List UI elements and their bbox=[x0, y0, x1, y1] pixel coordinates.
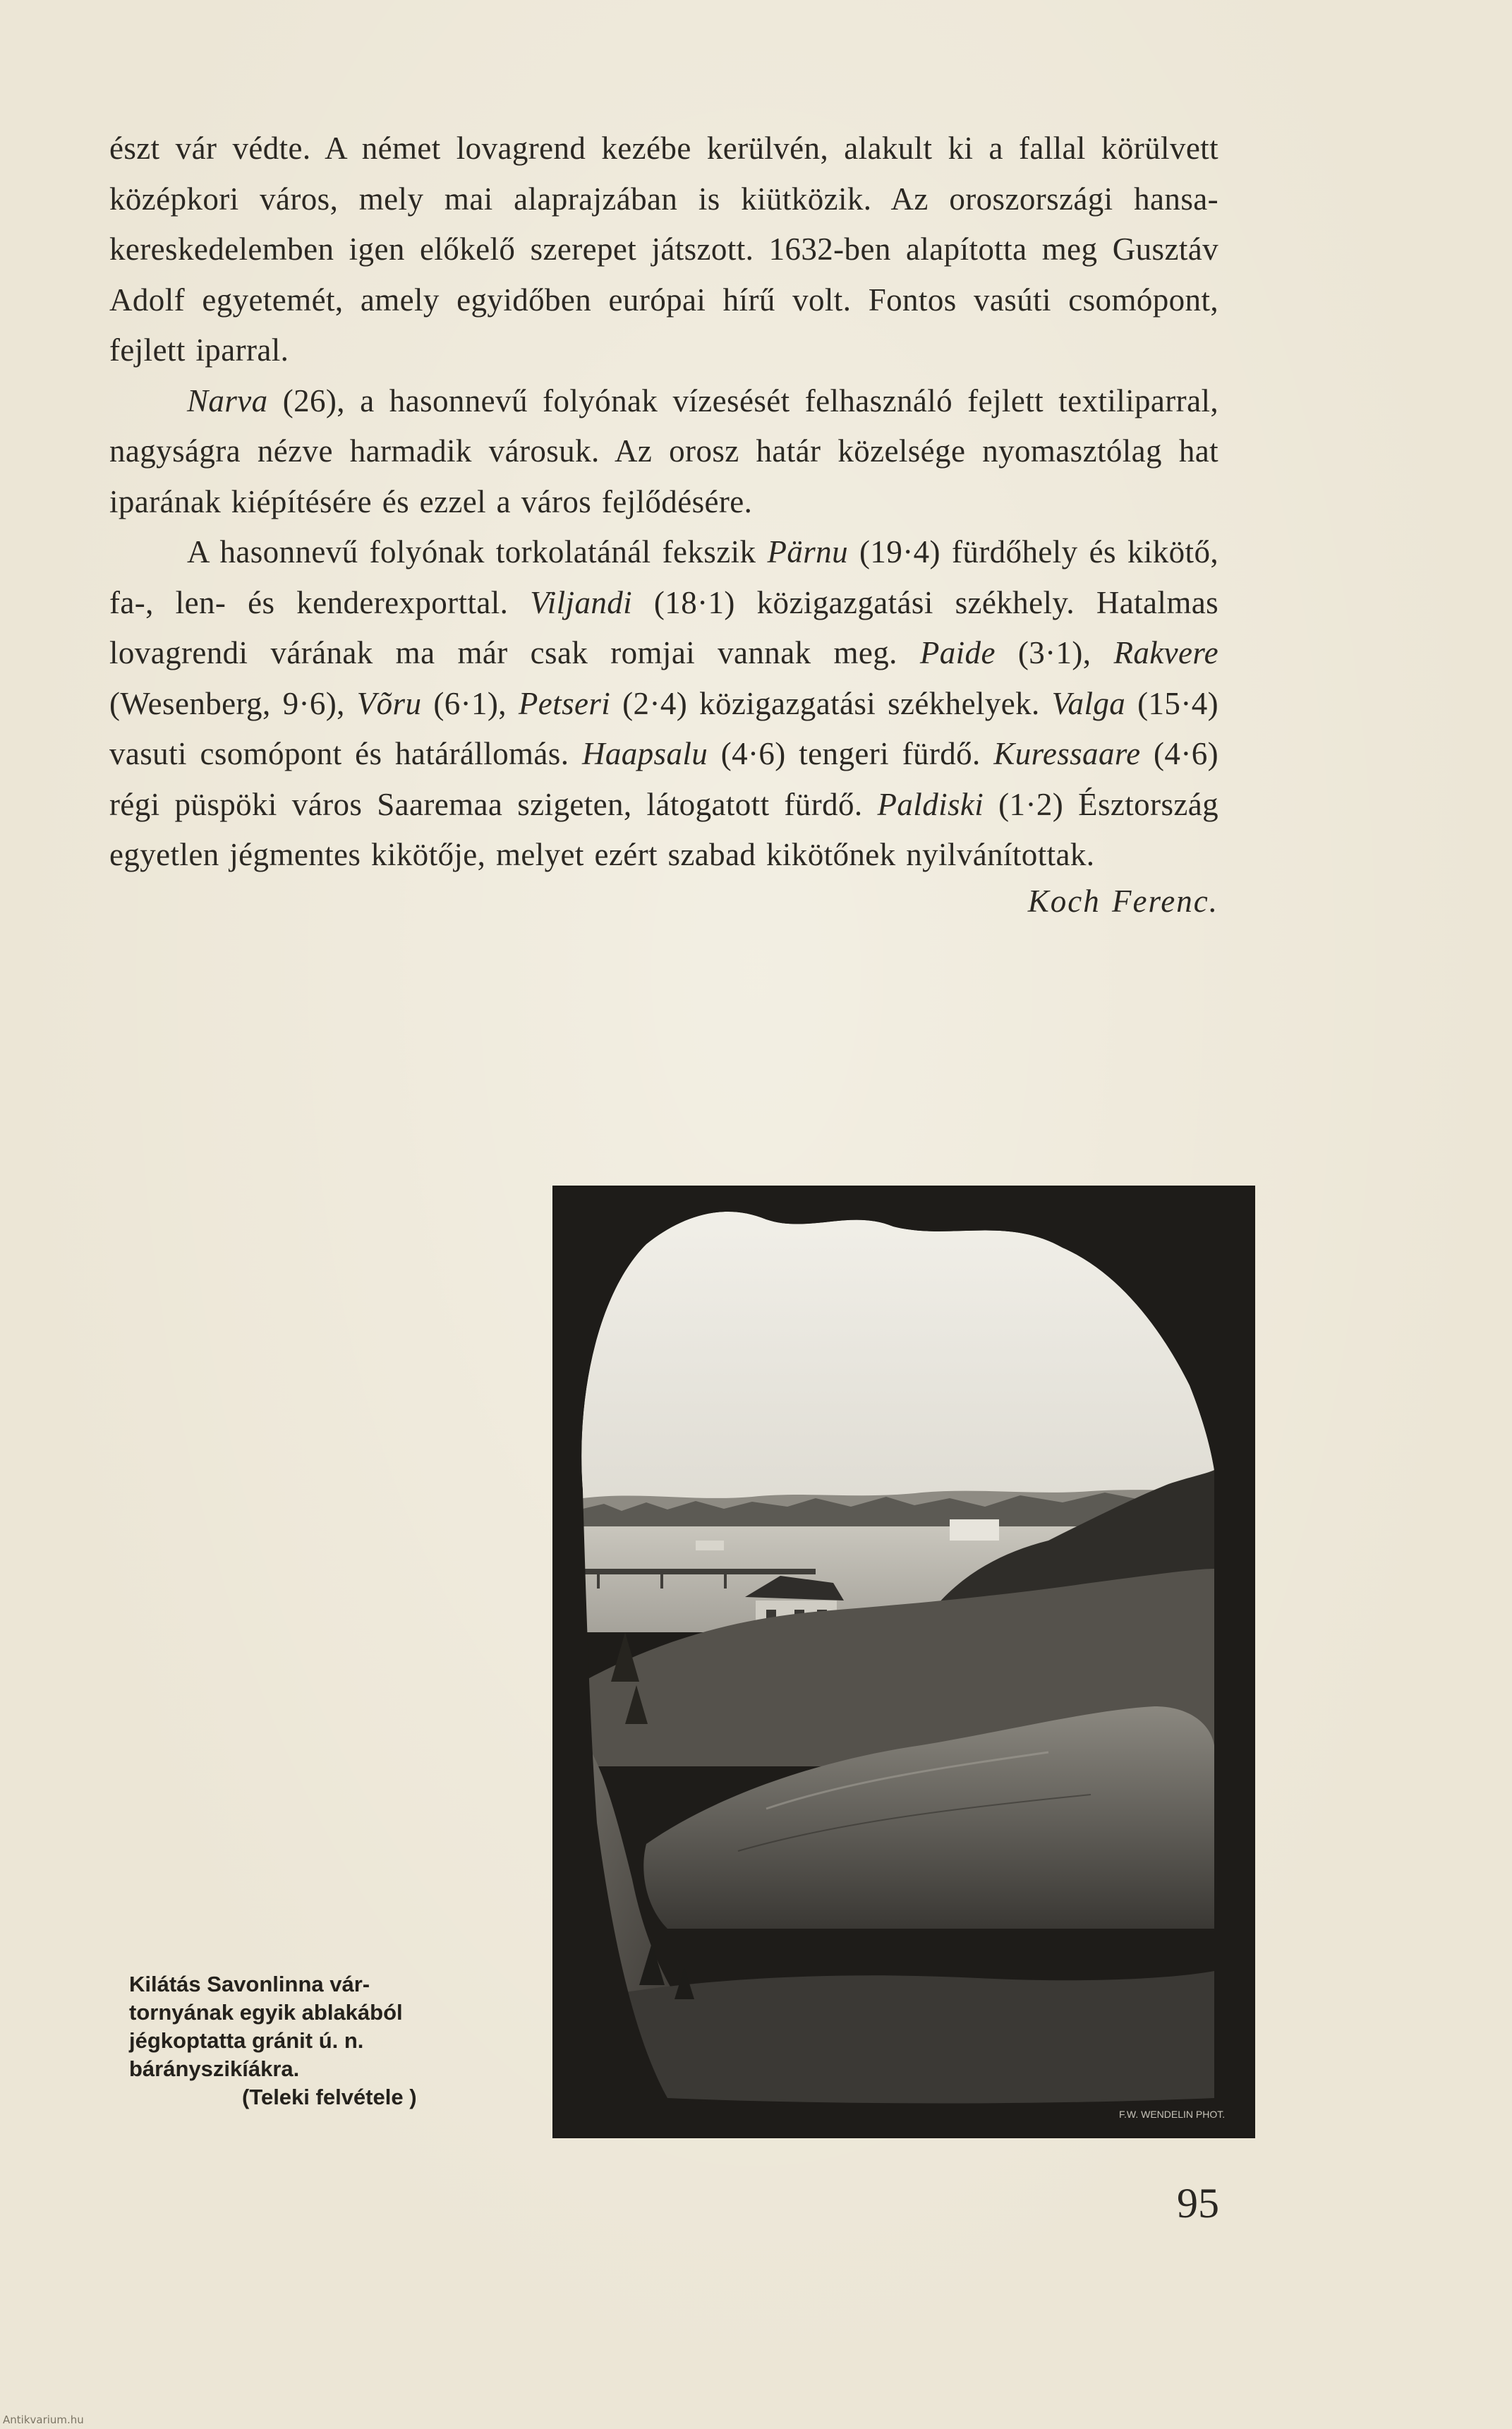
photo-caption bbox=[129, 1970, 496, 2111]
text-fragment: (15·4) vasuti csomópont és határállomás. bbox=[109, 685, 1218, 771]
text-fragment: (3·1), bbox=[995, 635, 1114, 670]
caption-line-2: tornyának egyik ablakából bbox=[129, 2000, 403, 2025]
distant-building bbox=[950, 1519, 999, 1541]
paragraph-narva bbox=[109, 376, 1218, 528]
place-parnu: Pärnu bbox=[767, 534, 848, 569]
bridge bbox=[583, 1569, 816, 1574]
text-fragment: (4·6) tengeri fürdő. bbox=[708, 736, 994, 771]
body-text bbox=[109, 123, 1218, 927]
text-fragment: (19·4) fürdőhely és kikötő, fa-, len- és kenderexporttal. bbox=[109, 534, 1218, 620]
place-rakvere: Rakvere bbox=[1113, 635, 1219, 670]
place-valga: Valga bbox=[1051, 685, 1126, 721]
paragraph-1-text: észt vár védte. A német lovagrend kezébe kerülvén, alakult ki a fallal körülvett középkori város, mely mai alaprajzában is kiütközik. Az oroszországi hansa-kereskedelemben igen előkelő szerepet játszott. 1632-ben alapította meg Gusztáv Adolf egyetemét, amely egyidőben európai hírű volt. Fontos vasúti csomópont, fejlett iparral. bbox=[109, 131, 1218, 368]
paragraph-towns bbox=[109, 527, 1218, 881]
place-viljandi: Viljandi bbox=[530, 584, 633, 620]
place-haapsalu: Haapsalu bbox=[581, 736, 708, 771]
author-signature: Koch Ferenc. bbox=[1027, 883, 1218, 919]
place-kuressaare: Kuressaare bbox=[993, 736, 1141, 771]
text-fragment: (Wesenberg, 9·6), bbox=[109, 685, 357, 721]
text-fragment: (18·1) közigazgatási székhely. Hatalmas lovagrendi várának ma már csak romjai vannak meg. bbox=[109, 584, 1219, 670]
source-watermark: Antikvarium.hu bbox=[3, 2413, 84, 2426]
paragraph-1 bbox=[109, 123, 1218, 376]
studio-stamp: F.W. WENDELIN PHOT. bbox=[1119, 2109, 1226, 2120]
place-petseri: Petseri bbox=[518, 685, 611, 721]
caption-line-3: jégkoptatta gránit ú. n. bbox=[129, 2028, 364, 2053]
photograph-savonlinna-view bbox=[552, 1186, 1255, 2138]
text-fragment: (1·2) Észtország egyetlen jégmentes kikötője, melyet ezért szabad kikötőnek nyilvánítottak. bbox=[109, 786, 1218, 872]
paragraph-narva-text: (26), a hasonnevű folyónak vízesését felhasználó fejlett textiliparral, nagyságra nézve harmadik városuk. Az orosz határ közelsége nyomasztólag hat iparának kiépítésére és ezzel a város fejlődésére. bbox=[109, 382, 1218, 519]
text-fragment: A hasonnevű folyónak torkolatánál fekszik bbox=[187, 534, 768, 569]
text-fragment: (6·1), bbox=[421, 685, 519, 721]
caption-line-1: Kilátás Savonlinna vár- bbox=[129, 1972, 370, 1996]
text-fragment: (4·6) régi püspöki város Saaremaa szigeten, látogatott fürdő. bbox=[109, 736, 1219, 822]
place-paide: Paide bbox=[919, 635, 996, 670]
page-number: 95 bbox=[1177, 2180, 1219, 2226]
caption-credit: (Teleki felvétele ) bbox=[242, 2085, 417, 2109]
place-narva: Narva bbox=[187, 382, 268, 418]
caption-line-4: bárányszikíákra. bbox=[129, 2056, 300, 2081]
place-voru: Võru bbox=[356, 685, 422, 721]
text-fragment: (2·4) közigazgatási székhelyek. bbox=[610, 685, 1052, 721]
place-paldiski: Paldiski bbox=[877, 786, 984, 822]
